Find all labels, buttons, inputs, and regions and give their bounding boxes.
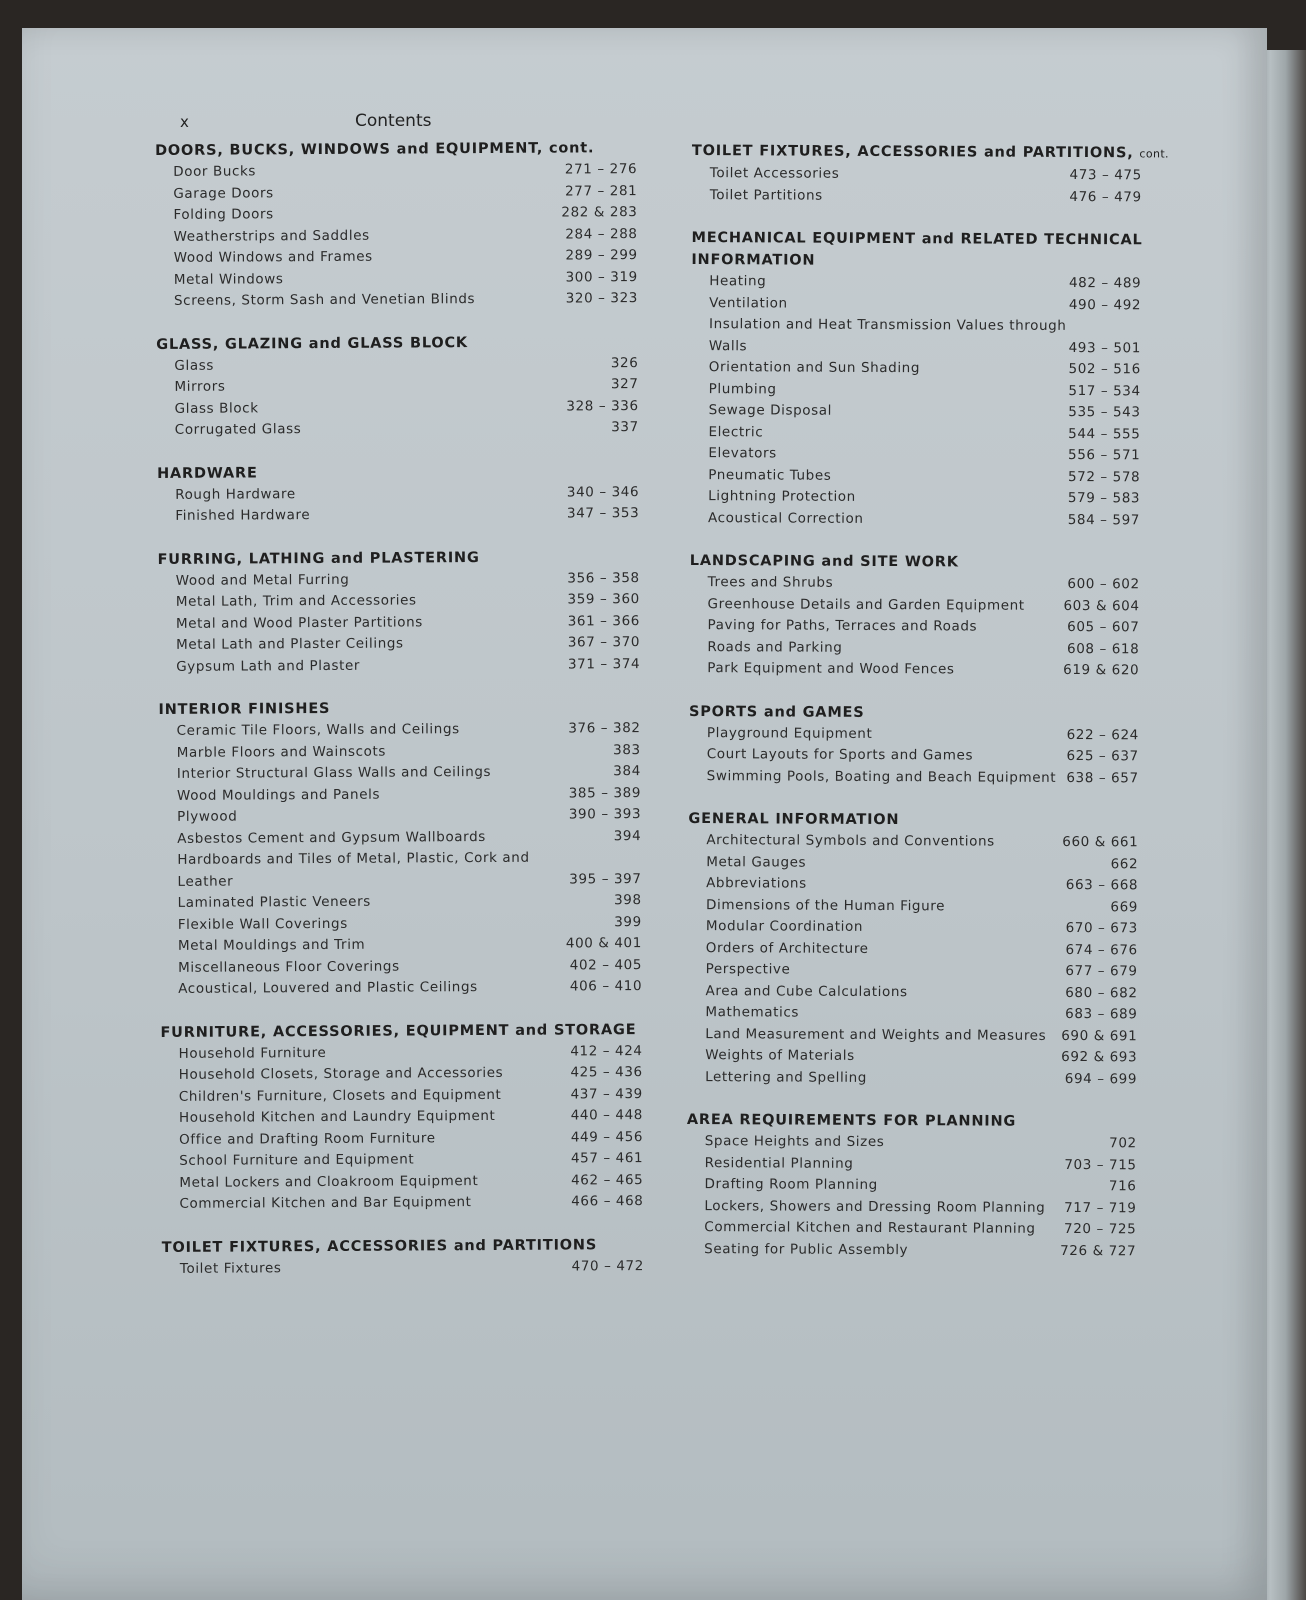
entry-pages: 384 bbox=[613, 763, 641, 780]
entry-label: Toilet Fixtures bbox=[179, 1259, 282, 1277]
toc-entry bbox=[688, 916, 1168, 940]
section-heading bbox=[689, 700, 1169, 725]
entry-pages: 347 – 353 bbox=[566, 505, 640, 522]
entry-pages: 462 – 465 bbox=[571, 1171, 644, 1188]
entry-pages: 406 – 410 bbox=[569, 978, 643, 995]
toc-section bbox=[690, 227, 1172, 532]
entry-label: Metal and Wood Plaster Partitions bbox=[175, 613, 423, 632]
toc-entry bbox=[688, 894, 1168, 918]
entry-pages: 476 – 479 bbox=[1069, 188, 1142, 205]
entry-label: Plywood bbox=[177, 808, 238, 825]
section-heading-text: DOORS, BUCKS, WINDOWS and EQUIPMENT, cont. bbox=[155, 140, 595, 159]
toc-entry bbox=[687, 1066, 1167, 1090]
entry-pages: 674 – 676 bbox=[1065, 941, 1138, 958]
toc-entry bbox=[690, 593, 1170, 617]
toc-entry bbox=[160, 911, 660, 936]
toc-section bbox=[156, 330, 657, 441]
entry-pages: 662 bbox=[1110, 855, 1139, 872]
toc-entry bbox=[690, 464, 1170, 488]
entry-label: Metal Mouldings and Trim bbox=[177, 936, 366, 954]
entry-pages: 619 & 620 bbox=[1063, 661, 1140, 679]
entry-pages: 694 – 699 bbox=[1064, 1070, 1138, 1087]
entry-label: Elevators bbox=[708, 445, 777, 462]
entry-pages: 603 & 604 bbox=[1063, 597, 1140, 614]
toc-entry bbox=[156, 245, 656, 270]
page-header bbox=[180, 111, 480, 141]
section-heading bbox=[156, 330, 656, 355]
entry-pages: 600 – 602 bbox=[1067, 575, 1140, 593]
entry-label: Modular Coordination bbox=[705, 918, 864, 935]
entry-label: Household Closets, Storage and Accessories bbox=[178, 1064, 504, 1083]
entry-label: Acoustical Correction bbox=[707, 509, 864, 527]
section-heading bbox=[157, 545, 657, 570]
toc-entry bbox=[687, 980, 1167, 1004]
entry-label: Swimming Pools, Boating and Beach Equipment bbox=[706, 767, 1057, 786]
entry-pages: 608 – 618 bbox=[1067, 640, 1140, 657]
section-heading bbox=[158, 696, 658, 721]
toc-entry bbox=[686, 1195, 1166, 1219]
entry-label: Orders of Architecture bbox=[705, 939, 869, 957]
entry-pages: 371 – 374 bbox=[567, 655, 641, 672]
toc-entry bbox=[687, 1131, 1167, 1155]
entry-label: Paving for Paths, Terraces and Roads bbox=[707, 617, 978, 635]
toc-entry bbox=[689, 636, 1169, 660]
entry-pages: 361 – 366 bbox=[567, 612, 640, 629]
toc-entry bbox=[155, 202, 655, 227]
entry-label: Abbreviations bbox=[706, 875, 807, 892]
toc-entry bbox=[690, 507, 1170, 531]
entry-pages: 717 – 719 bbox=[1064, 1199, 1137, 1216]
entry-pages: 716 bbox=[1108, 1178, 1137, 1195]
section-heading-text: SPORTS and GAMES bbox=[688, 703, 865, 721]
entry-pages: 502 – 516 bbox=[1068, 360, 1141, 378]
entry-pages: 402 – 405 bbox=[569, 956, 643, 973]
entry-pages: 326 bbox=[610, 354, 639, 371]
entry-pages: 584 – 597 bbox=[1067, 511, 1141, 528]
entry-pages: 356 – 358 bbox=[567, 569, 640, 586]
toc-entry bbox=[687, 1152, 1167, 1176]
section-heading bbox=[691, 227, 1171, 274]
toc-entry bbox=[161, 1191, 661, 1216]
entry-label: Area and Cube Calculations bbox=[705, 982, 908, 1000]
entry-label: Mirrors bbox=[174, 378, 226, 395]
entry-label: Electric bbox=[708, 423, 764, 440]
entry-pages: 367 – 370 bbox=[567, 634, 641, 651]
entry-pages: 490 – 492 bbox=[1068, 296, 1142, 313]
entry-pages: 690 & 691 bbox=[1061, 1027, 1138, 1044]
entry-label: Seating for Public Assembly bbox=[704, 1240, 909, 1258]
entry-pages: 359 – 360 bbox=[567, 591, 640, 608]
entry-label: Orientation and Sun Shading bbox=[708, 359, 921, 377]
entry-label: Metal Lockers and Cloakroom Equipment bbox=[179, 1172, 479, 1191]
entry-label: Lightning Protection bbox=[708, 488, 856, 505]
entry-pages: 683 – 689 bbox=[1065, 1005, 1138, 1023]
entry-pages: 482 – 489 bbox=[1068, 274, 1142, 292]
toc-entry bbox=[688, 830, 1168, 854]
entry-label: Household Kitchen and Laundry Equipment bbox=[178, 1107, 496, 1126]
toc-entry bbox=[158, 610, 658, 635]
entry-label: Corrugated Glass bbox=[174, 421, 302, 438]
entry-pages: 440 – 448 bbox=[570, 1107, 644, 1124]
section-heading bbox=[692, 140, 1172, 166]
entry-label: Court Layouts for Sports and Games bbox=[706, 746, 974, 764]
toc-entry bbox=[158, 567, 658, 592]
toc-entry bbox=[691, 357, 1171, 381]
entry-pages: 320 – 323 bbox=[565, 290, 639, 307]
entry-label: Insulation and Heat Transmission Values through Walls bbox=[708, 316, 1067, 354]
section-heading-text: LANDSCAPING and SITE WORK bbox=[689, 552, 959, 571]
toc-entry bbox=[161, 1083, 661, 1108]
entry-label: Playground Equipment bbox=[706, 724, 873, 742]
toc-entry bbox=[690, 572, 1170, 596]
toc-entry bbox=[689, 615, 1169, 639]
toc-entry bbox=[160, 976, 660, 1001]
entry-pages: 605 – 607 bbox=[1067, 618, 1140, 636]
entry-label: Toilet Partitions bbox=[709, 186, 823, 204]
entry-label: Mathematics bbox=[705, 1004, 800, 1021]
toc-entry bbox=[159, 739, 659, 764]
section-heading bbox=[688, 808, 1168, 833]
entry-pages: 337 bbox=[611, 419, 639, 436]
entry-label: Weatherstrips and Saddles bbox=[173, 227, 370, 245]
toc-entry bbox=[159, 847, 659, 893]
toc-entry bbox=[688, 851, 1168, 875]
entry-pages: 340 – 346 bbox=[566, 483, 640, 500]
section-heading bbox=[155, 137, 655, 162]
entry-pages: 726 & 727 bbox=[1060, 1242, 1137, 1259]
entry-label: Screens, Storm Sash and Venetian Blinds bbox=[173, 291, 476, 309]
entry-pages: 412 – 424 bbox=[570, 1042, 643, 1059]
entry-pages: 660 & 661 bbox=[1062, 833, 1139, 851]
toc-entry bbox=[162, 1255, 662, 1280]
entry-label: Wood and Metal Furring bbox=[175, 571, 350, 589]
toc-entry bbox=[689, 765, 1169, 789]
entry-pages: 394 bbox=[613, 827, 642, 844]
entry-label: Park Equipment and Wood Fences bbox=[707, 660, 955, 678]
entry-label: Metal Lath, Trim and Accessories bbox=[175, 592, 417, 610]
entry-pages: 470 – 472 bbox=[571, 1257, 644, 1274]
toc-entry bbox=[159, 761, 659, 786]
toc-entry bbox=[689, 722, 1169, 746]
entry-pages: 376 – 382 bbox=[568, 720, 641, 737]
entry-label: Ventilation bbox=[709, 294, 788, 312]
entry-label: Interior Structural Glass Walls and Ceilings bbox=[176, 763, 492, 782]
entry-label: Greenhouse Details and Garden Equipment bbox=[707, 595, 1025, 614]
section-heading-suffix: cont. bbox=[1139, 147, 1169, 161]
toc-entry bbox=[159, 825, 659, 850]
entry-label: Flexible Wall Coverings bbox=[177, 915, 348, 933]
toc-section bbox=[687, 808, 1168, 1091]
entry-label: Gypsum Lath and Plaster bbox=[176, 657, 361, 675]
toc-entry bbox=[688, 959, 1168, 983]
entry-pages: 493 – 501 bbox=[1068, 339, 1141, 356]
entry-label: Acoustical, Louvered and Plastic Ceilings bbox=[178, 979, 478, 997]
entry-pages: 703 – 715 bbox=[1064, 1156, 1137, 1173]
entry-pages: 425 – 436 bbox=[570, 1064, 643, 1081]
entry-label: Sewage Disposal bbox=[708, 402, 833, 419]
entry-pages: 663 – 668 bbox=[1065, 876, 1139, 894]
entry-label: Trees and Shrubs bbox=[707, 574, 834, 591]
entry-pages: 535 – 543 bbox=[1068, 403, 1141, 421]
entry-pages: 466 – 468 bbox=[571, 1193, 644, 1210]
entry-pages: 622 – 624 bbox=[1066, 726, 1139, 743]
entry-label: Miscellaneous Floor Coverings bbox=[178, 958, 400, 976]
entry-pages: 669 bbox=[1110, 898, 1139, 915]
toc-entry bbox=[157, 481, 657, 506]
section-heading bbox=[687, 1109, 1167, 1134]
toc-entry bbox=[686, 1217, 1166, 1241]
entry-label: Architectural Symbols and Conventions bbox=[706, 832, 995, 850]
entry-label: Plumbing bbox=[708, 380, 777, 397]
toc-entry bbox=[157, 503, 657, 528]
section-heading-text: HARDWARE bbox=[156, 464, 258, 482]
entry-pages: 680 – 682 bbox=[1065, 984, 1138, 1001]
section-heading-text: INTERIOR FINISHES bbox=[158, 700, 331, 718]
section-heading-text: MECHANICAL EQUIPMENT and RELATED TECHNICAL INFORMATION bbox=[691, 229, 1143, 269]
section-heading-text: TOILET FIXTURES, ACCESSORIES and PARTITIONS, bbox=[691, 142, 1134, 162]
toc-entry bbox=[692, 163, 1172, 187]
entry-label: Perspective bbox=[705, 961, 791, 978]
entry-label: Wood Mouldings and Panels bbox=[176, 786, 381, 804]
toc-entry bbox=[156, 288, 656, 313]
toc-section bbox=[157, 545, 658, 678]
entry-label: Ceramic Tile Floors, Walls and Ceilings bbox=[176, 721, 460, 739]
toc-entry bbox=[688, 937, 1168, 961]
page-title: Contents bbox=[355, 111, 432, 131]
toc-entry bbox=[691, 378, 1171, 402]
entry-label: Drafting Room Planning bbox=[704, 1176, 878, 1193]
toc-entry bbox=[161, 1105, 661, 1130]
toc-entry bbox=[158, 589, 658, 614]
toc-section bbox=[160, 1018, 661, 1215]
toc-section bbox=[686, 1109, 1167, 1263]
toc-entry bbox=[688, 873, 1168, 897]
section-heading bbox=[690, 550, 1170, 575]
toc-entry bbox=[156, 223, 656, 248]
toc-entry bbox=[690, 486, 1170, 510]
entry-label: Land Measurement and Weights and Measures bbox=[705, 1025, 1047, 1044]
entry-pages: 400 & 401 bbox=[565, 935, 642, 952]
section-heading bbox=[162, 1233, 662, 1258]
entry-label: Office and Drafting Room Furniture bbox=[179, 1129, 436, 1148]
entry-label: Finished Hardware bbox=[175, 507, 311, 524]
contents-column-right bbox=[686, 140, 1172, 1283]
toc-entry bbox=[159, 718, 659, 743]
toc-entry bbox=[687, 1002, 1167, 1026]
section-heading-text: GENERAL INFORMATION bbox=[688, 810, 900, 829]
toc-entry bbox=[161, 1040, 661, 1065]
entry-pages: 327 bbox=[610, 376, 639, 393]
entry-pages: 579 – 583 bbox=[1067, 489, 1141, 507]
section-heading-text: TOILET FIXTURES, ACCESSORIES and PARTITIONS bbox=[161, 1236, 598, 1256]
entry-label: Children's Furniture, Closets and Equipment bbox=[178, 1086, 502, 1105]
entry-pages: 473 – 475 bbox=[1069, 166, 1142, 184]
entry-label: Marble Floors and Wainscots bbox=[176, 743, 387, 761]
toc-entry bbox=[161, 1169, 661, 1194]
toc-entry bbox=[690, 443, 1170, 467]
entry-label: Household Furniture bbox=[178, 1044, 327, 1062]
toc-entry bbox=[157, 395, 657, 420]
section-heading-text: FURRING, LATHING and PLASTERING bbox=[157, 549, 480, 568]
toc-entry bbox=[155, 180, 655, 205]
toc-entry bbox=[158, 632, 658, 657]
entry-pages: 638 – 657 bbox=[1066, 769, 1139, 786]
entry-pages: 692 & 693 bbox=[1061, 1048, 1138, 1066]
toc-entry bbox=[690, 421, 1170, 445]
entry-label: Commercial Kitchen and Bar Equipment bbox=[179, 1194, 472, 1212]
toc-entry bbox=[689, 658, 1169, 682]
entry-pages: 284 – 288 bbox=[565, 225, 638, 242]
entry-pages: 720 – 725 bbox=[1063, 1220, 1137, 1238]
entry-pages: 399 bbox=[614, 913, 642, 930]
entry-pages: 395 – 397 bbox=[569, 870, 642, 887]
entry-label: Metal Gauges bbox=[706, 853, 807, 871]
entry-pages: 398 bbox=[614, 892, 642, 909]
entry-label: Heating bbox=[709, 273, 767, 290]
entry-pages: 625 – 637 bbox=[1066, 747, 1139, 765]
toc-entry bbox=[691, 292, 1171, 316]
contents-column-left bbox=[155, 137, 662, 1301]
entry-pages: 544 – 555 bbox=[1068, 425, 1141, 442]
toc-entry bbox=[160, 954, 660, 979]
entry-label: Rough Hardware bbox=[175, 485, 296, 503]
toc-entry bbox=[156, 266, 656, 291]
toc-entry bbox=[160, 890, 660, 915]
toc-entry bbox=[686, 1238, 1166, 1262]
entry-label: Laminated Plastic Veneers bbox=[177, 893, 371, 911]
entry-label: Folding Doors bbox=[173, 206, 274, 223]
entry-pages: 677 – 679 bbox=[1065, 962, 1138, 980]
entry-label: Commercial Kitchen and Restaurant Planning bbox=[704, 1219, 1036, 1237]
entry-label: Dimensions of the Human Figure bbox=[705, 896, 946, 914]
toc-entry bbox=[687, 1045, 1167, 1069]
entry-label: Glass Block bbox=[174, 399, 259, 417]
toc-entry bbox=[160, 933, 660, 958]
toc-entry bbox=[155, 159, 655, 184]
toc-entry bbox=[686, 1174, 1166, 1198]
toc-entry bbox=[158, 653, 658, 678]
entry-label: Metal Lath and Plaster Ceilings bbox=[176, 635, 404, 653]
toc-entry bbox=[689, 744, 1169, 768]
entry-pages: 282 & 283 bbox=[561, 204, 638, 221]
entry-pages: 702 bbox=[1109, 1135, 1137, 1152]
toc-entry bbox=[691, 314, 1171, 360]
toc-entry bbox=[157, 417, 657, 442]
toc-entry bbox=[156, 374, 656, 399]
toc-entry bbox=[691, 271, 1171, 295]
entry-pages: 383 bbox=[613, 741, 641, 758]
entry-label: Garage Doors bbox=[173, 184, 274, 202]
entry-label: Toilet Accessories bbox=[709, 165, 840, 182]
entry-pages: 437 – 439 bbox=[570, 1085, 643, 1102]
toc-entry bbox=[156, 352, 656, 377]
entry-pages: 517 – 534 bbox=[1068, 382, 1141, 399]
toc-entry bbox=[692, 184, 1172, 208]
entry-pages: 449 – 456 bbox=[570, 1128, 644, 1145]
toc-entry bbox=[691, 400, 1171, 424]
section-heading bbox=[157, 459, 657, 484]
toc-entry bbox=[159, 804, 659, 829]
entry-label: Space Heights and Sizes bbox=[704, 1133, 885, 1151]
toc-section bbox=[157, 459, 657, 527]
entry-label: Door Bucks bbox=[173, 163, 257, 180]
page-number: x bbox=[180, 113, 189, 131]
entry-label: Asbestos Cement and Gypsum Wallboards bbox=[177, 828, 486, 847]
section-heading-text: AREA REQUIREMENTS FOR PLANNING bbox=[686, 1111, 1017, 1130]
toc-entry bbox=[161, 1126, 661, 1151]
toc-entry bbox=[161, 1148, 661, 1173]
section-heading bbox=[160, 1018, 660, 1043]
entry-pages: 289 – 299 bbox=[565, 247, 638, 264]
section-heading-text: FURNITURE, ACCESSORIES, EQUIPMENT and STORAGE bbox=[160, 1021, 637, 1041]
toc-section bbox=[689, 550, 1170, 682]
entry-pages: 271 – 276 bbox=[564, 161, 638, 178]
toc-entry bbox=[159, 782, 659, 807]
entry-label: Residential Planning bbox=[704, 1154, 854, 1172]
toc-section bbox=[155, 137, 656, 313]
toc-section bbox=[162, 1233, 662, 1280]
entry-label: Lettering and Spelling bbox=[705, 1068, 868, 1086]
entry-pages: 572 – 578 bbox=[1067, 468, 1141, 485]
entry-label: Wood Windows and Frames bbox=[173, 248, 373, 266]
section-heading-text: GLASS, GLAZING and GLASS BLOCK bbox=[156, 334, 468, 353]
entry-label: School Furniture and Equipment bbox=[179, 1151, 415, 1169]
entry-pages: 670 – 673 bbox=[1065, 919, 1138, 937]
entry-pages: 328 – 336 bbox=[566, 397, 639, 414]
entry-label: Lockers, Showers and Dressing Room Planning bbox=[704, 1197, 1046, 1216]
entry-pages: 300 – 319 bbox=[565, 268, 638, 285]
toc-section bbox=[689, 700, 1169, 789]
entry-label: Hardboards and Tiles of Metal, Plastic, Cork and Leather bbox=[177, 849, 530, 890]
entry-label: Roads and Parking bbox=[707, 638, 843, 656]
entry-pages: 385 – 389 bbox=[568, 784, 642, 801]
toc-section bbox=[158, 696, 660, 1001]
entry-label: Glass bbox=[174, 357, 214, 374]
toc-entry bbox=[161, 1062, 661, 1087]
entry-pages: 390 – 393 bbox=[568, 806, 642, 823]
entry-pages: 457 – 461 bbox=[570, 1150, 644, 1167]
entry-pages: 277 – 281 bbox=[564, 182, 638, 199]
entry-label: Metal Windows bbox=[173, 270, 284, 288]
toc-section bbox=[692, 140, 1172, 209]
entry-pages: 556 – 571 bbox=[1068, 446, 1141, 464]
entry-label: Weights of Materials bbox=[705, 1047, 855, 1064]
toc-entry bbox=[687, 1023, 1167, 1047]
entry-label: Pneumatic Tubes bbox=[708, 466, 832, 484]
